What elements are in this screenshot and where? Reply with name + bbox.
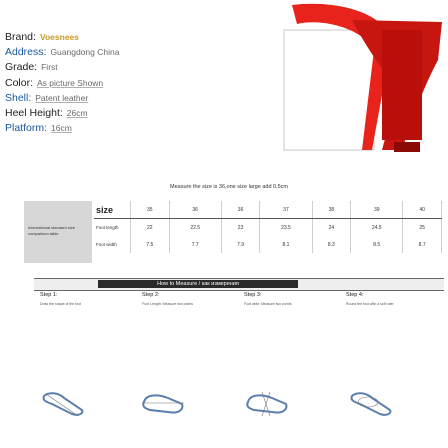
table-cell: 36 <box>221 201 260 219</box>
step-title: Step 2: <box>142 292 160 298</box>
measure-guide-title: How to Measure / как измерения <box>98 280 298 288</box>
step-4 <box>346 292 436 307</box>
table-cell: 24 <box>312 219 351 237</box>
table-cell: 22.5 <box>169 219 221 237</box>
table-cell: 7.7 <box>169 236 221 253</box>
measure-guide-bar <box>34 278 444 291</box>
table-cell: 8.3 <box>312 236 351 253</box>
step-3 <box>244 292 334 307</box>
step-desc: Foot Length: Measure two points <box>142 302 193 306</box>
table-cell: 22 <box>131 219 170 237</box>
step-2 <box>142 292 232 307</box>
foot-length-icon <box>138 388 188 418</box>
table-cell: 38 <box>312 201 351 219</box>
step-desc: Foot wide: Measure two points <box>244 302 292 306</box>
foot-width-icon <box>242 388 292 418</box>
row-label: Foot width <box>94 236 131 253</box>
step-desc: Round the foot with a soft ruler <box>346 302 394 306</box>
spec-key: Shell: <box>5 91 32 104</box>
spec-list <box>5 30 255 136</box>
spec-row-platform <box>5 121 255 136</box>
step-title: Step 1: <box>40 292 58 298</box>
table-cell: 37 <box>260 201 312 219</box>
spec-value: Patent leather <box>35 92 89 103</box>
measure-note: Measure the size is 36,one size large add 0.5cm <box>170 184 289 190</box>
photo-frame <box>284 30 374 150</box>
shoe-heel <box>382 30 422 140</box>
side-label-text: International standard size comparison table <box>28 225 75 236</box>
spec-key: Brand: <box>5 31 36 43</box>
table-cell: 23 <box>221 219 260 237</box>
spec-value: First <box>41 62 58 73</box>
spec-key: Heel Height: <box>5 107 63 120</box>
size-chart <box>24 201 442 271</box>
table-row <box>94 201 442 219</box>
spec-row-brand <box>5 30 255 45</box>
spec-key: Address: <box>5 46 47 59</box>
spec-row-heel-height <box>5 106 255 121</box>
table-cell: 36 <box>169 201 221 219</box>
table-cell: 8.1 <box>260 236 312 253</box>
table-row <box>94 219 442 237</box>
spec-key: Platform: <box>5 122 48 135</box>
spec-value: 16cm <box>51 123 72 134</box>
spec-row-grade <box>5 60 255 75</box>
table-cell: 25 <box>403 219 442 237</box>
step-1 <box>40 292 130 307</box>
step-title: Step 4: <box>346 292 364 298</box>
table-cell: 39 <box>351 201 403 219</box>
table-cell: 40 <box>403 201 442 219</box>
size-table <box>94 201 442 253</box>
foot-circumference-icon <box>346 388 396 418</box>
spec-row-shell <box>5 91 255 106</box>
spec-value: Voesnees <box>39 32 79 42</box>
shoe-heel-tip <box>394 142 420 152</box>
table-cell: 35 <box>131 201 170 219</box>
spec-value: As picture Shown <box>37 77 104 88</box>
row-label: size <box>94 201 131 219</box>
table-cell: 24.5 <box>351 219 403 237</box>
table-row <box>94 236 442 253</box>
table-cell: 8.7 <box>403 236 442 253</box>
spec-key: Grade: <box>5 61 38 74</box>
size-chart-side-label <box>24 201 92 263</box>
step-title: Step 3: <box>244 292 262 298</box>
step-desc: Draw the shape of the foot <box>40 302 82 306</box>
table-cell: 8.5 <box>351 236 403 253</box>
foot-outline-icon <box>38 388 88 418</box>
table-cell: 23.5 <box>260 219 312 237</box>
table-cell: 7.9 <box>221 236 260 253</box>
product-photo <box>262 0 448 168</box>
row-label: Foot length <box>94 219 131 237</box>
spec-value: 26cm <box>66 108 88 119</box>
spec-key: Color: <box>5 76 34 89</box>
spec-row-address <box>5 45 255 60</box>
spec-row-color <box>5 76 255 91</box>
table-cell: 7.5 <box>131 236 170 253</box>
spec-value: Guangdong China <box>50 47 120 58</box>
